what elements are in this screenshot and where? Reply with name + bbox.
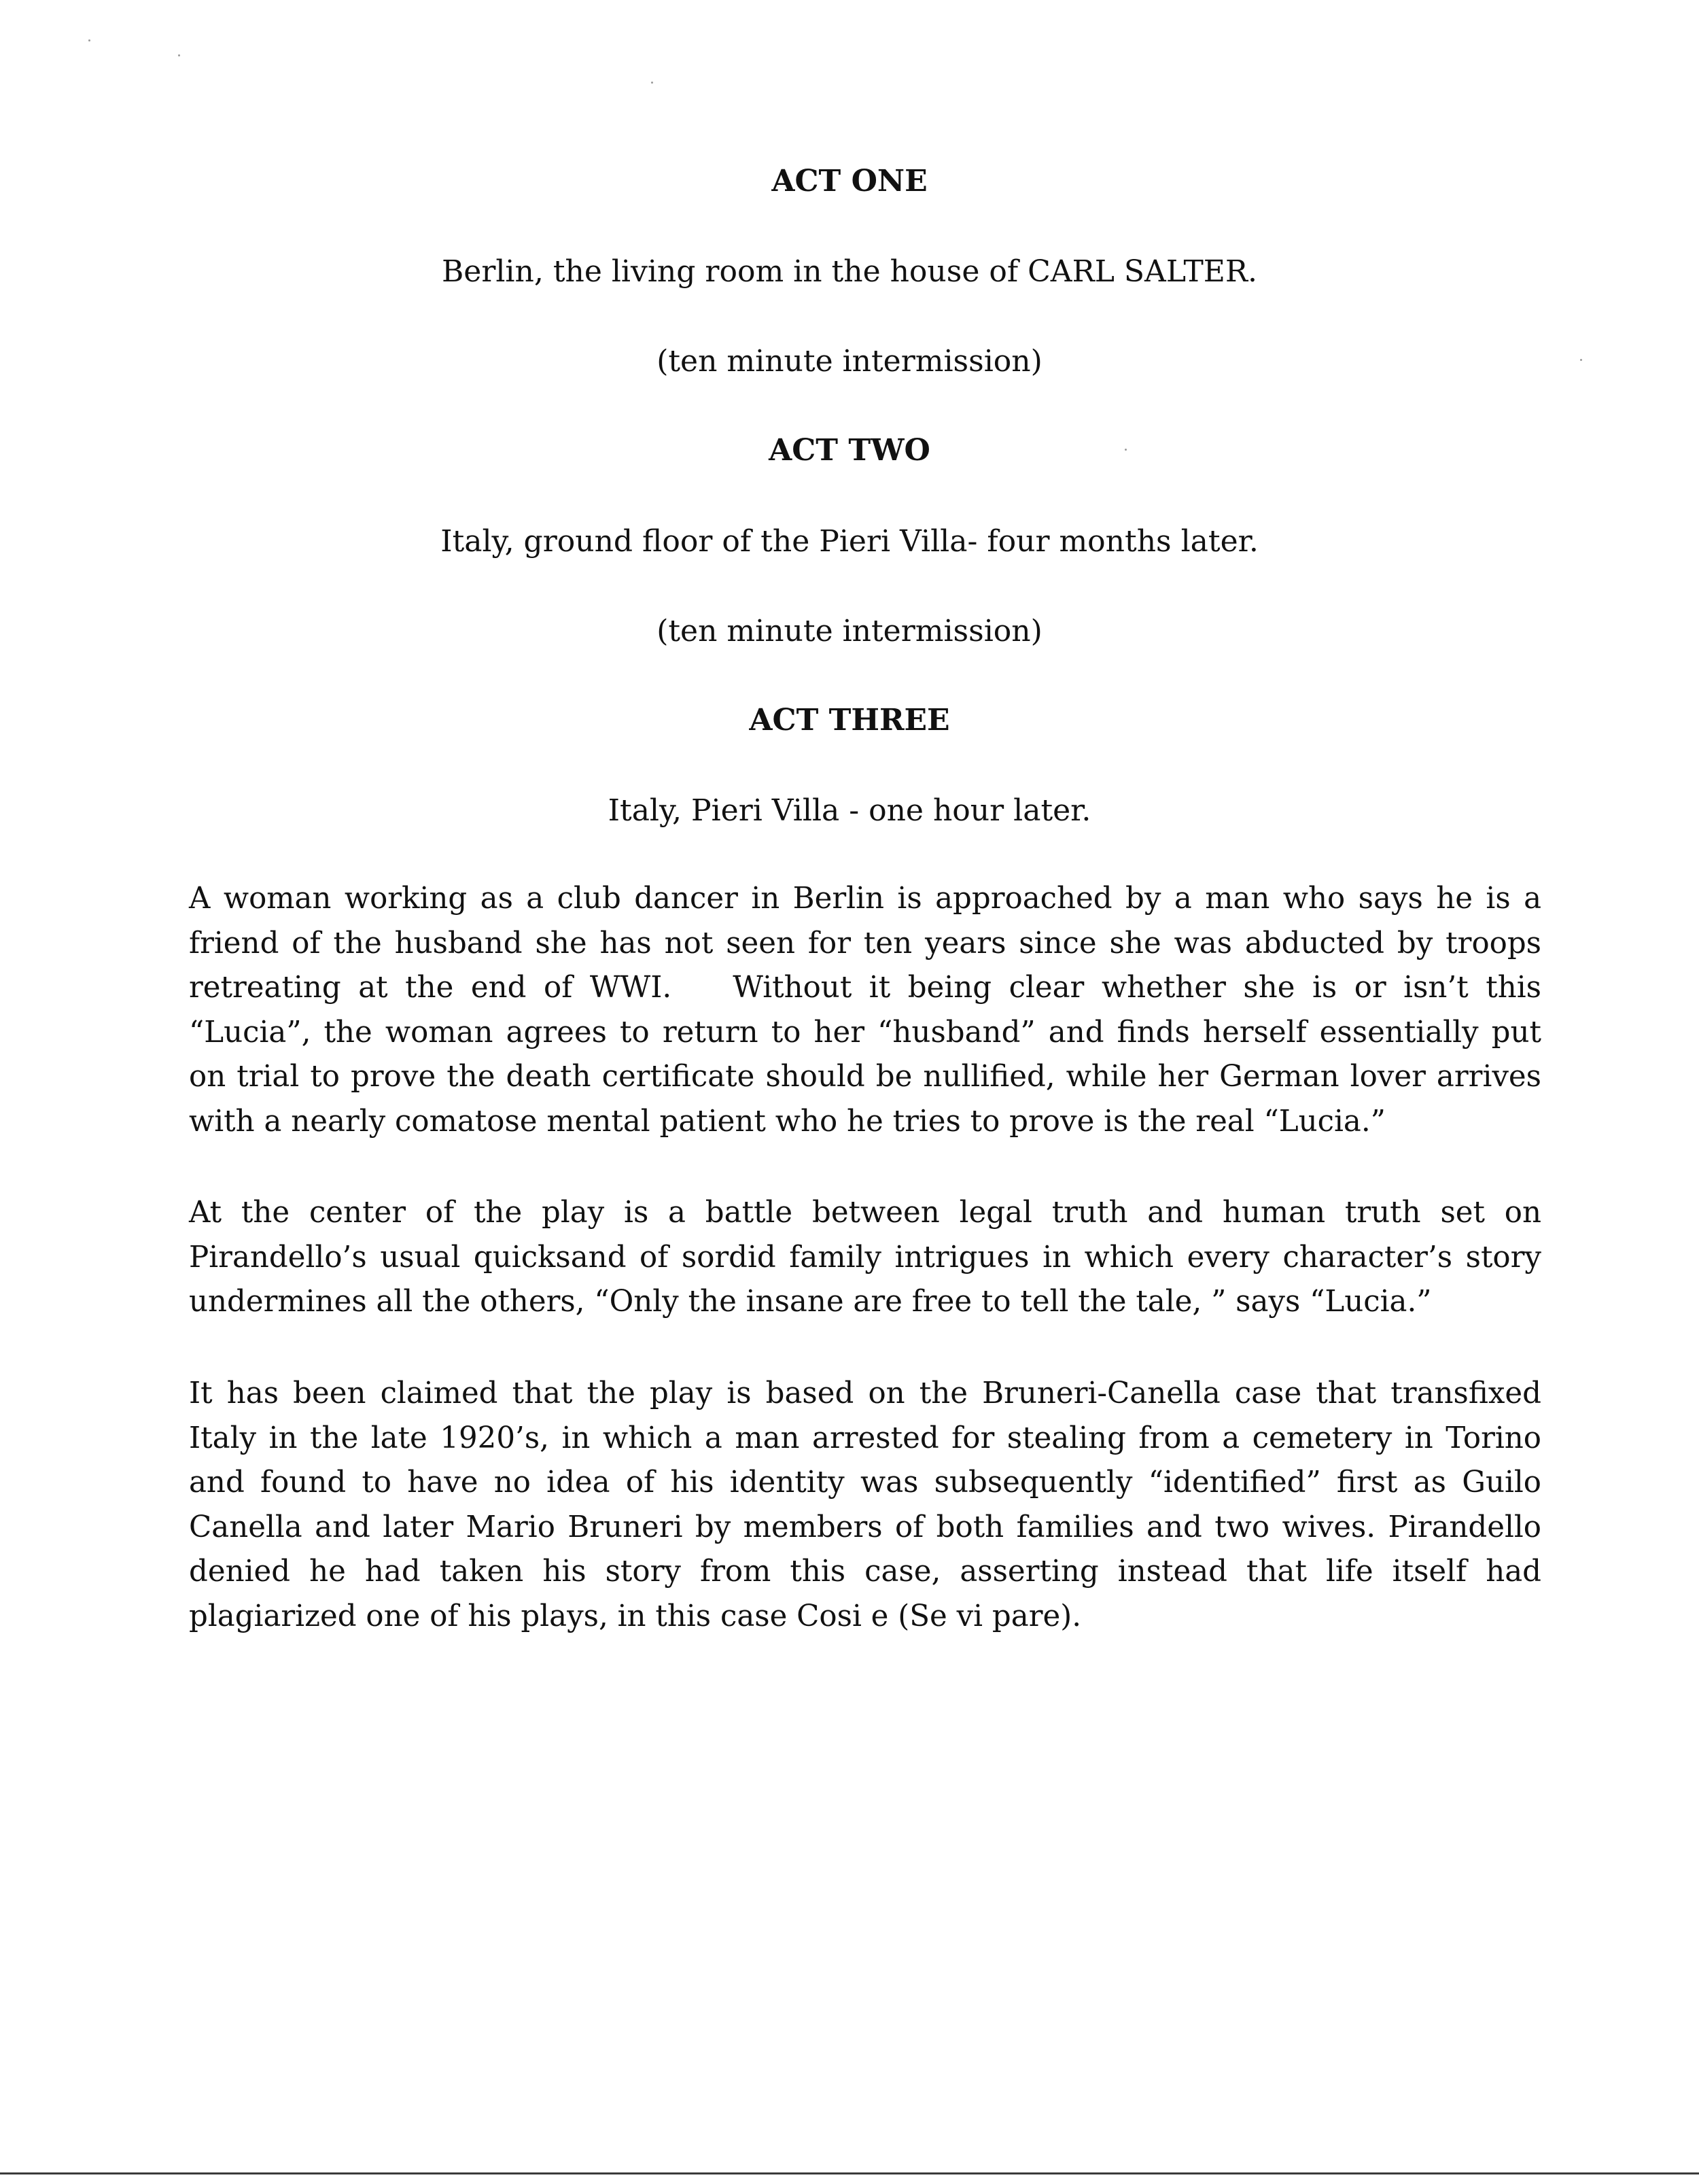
paragraph-line: Italy in the late 1920’s, in which a man arrested for stealing from a cemetery in Torino: [189, 1421, 1541, 1455]
paragraph-line: friend of the husband she has not seen for ten years since she was abducted by troops: [189, 926, 1541, 960]
scan-speck: [1125, 449, 1127, 451]
paragraph-line: “Lucia”, the woman agrees to return to her “husband” and finds herself essentially put: [189, 1015, 1541, 1050]
analysis-paragraph: [189, 1191, 1541, 1325]
act-one-intermission: (ten minute intermission): [656, 344, 1043, 379]
paragraph-line: undermines all the others, “Only the insane are free to tell the tale, ” says “Lucia.”: [189, 1285, 1432, 1319]
act-two-heading: ACT TWO: [769, 433, 930, 468]
paragraph-line-split: [189, 966, 1541, 1011]
paragraph-line-part: Without it being clear whether she is or isn’t this: [733, 971, 1541, 1005]
synopsis-paragraph: [189, 877, 1541, 1144]
scan-bottom-edge: [0, 2172, 1699, 2174]
scan-speck: [1580, 359, 1582, 361]
paragraph-line: Canella and later Mario Bruneri by members of both families and two wives. Pirandello: [189, 1510, 1541, 1544]
paragraph-line: Pirandello’s usual quicksand of sordid family intrigues in which every character’s story: [189, 1240, 1541, 1275]
act-three-heading: ACT THREE: [749, 703, 950, 738]
act-one-heading: ACT ONE: [771, 164, 928, 198]
paragraph-line: At the center of the play is a battle between legal truth and human truth set on: [189, 1196, 1541, 1230]
paragraph-line-part: retreating at the end of WWI.: [189, 971, 672, 1005]
paragraph-line: denied he had taken his story from this case, asserting instead that life itself had: [189, 1555, 1541, 1589]
paragraph-line: plagiarized one of his plays, in this case Cosi e (Se vi pare).: [189, 1599, 1082, 1633]
act-two-intermission: (ten minute intermission): [656, 614, 1043, 648]
paragraph-line: with a nearly comatose mental patient who he tries to prove is the real “Lucia.”: [189, 1104, 1386, 1139]
background-paragraph: [189, 1372, 1541, 1639]
paragraph-line: and found to have no idea of his identity was subsequently “identified” first as Guilo: [189, 1466, 1541, 1500]
scan-speck: [178, 54, 180, 56]
paragraph-line: A woman working as a club dancer in Berlin is approached by a man who says he is a: [189, 882, 1541, 916]
scan-speck: [651, 82, 653, 84]
paragraph-line: on trial to prove the death certificate should be nullified, while her German lover arrives: [189, 1060, 1541, 1094]
paragraph-line: It has been claimed that the play is based on the Bruneri-Canella case that transfixed: [189, 1376, 1541, 1410]
act-three-setting: Italy, Pieri Villa - one hour later.: [608, 793, 1091, 828]
scan-speck: [88, 39, 90, 41]
act-one-setting: Berlin, the living room in the house of CARL SALTER.: [441, 254, 1258, 289]
act-two-setting: Italy, ground floor of the Pieri Villa- four months later.: [440, 524, 1259, 559]
